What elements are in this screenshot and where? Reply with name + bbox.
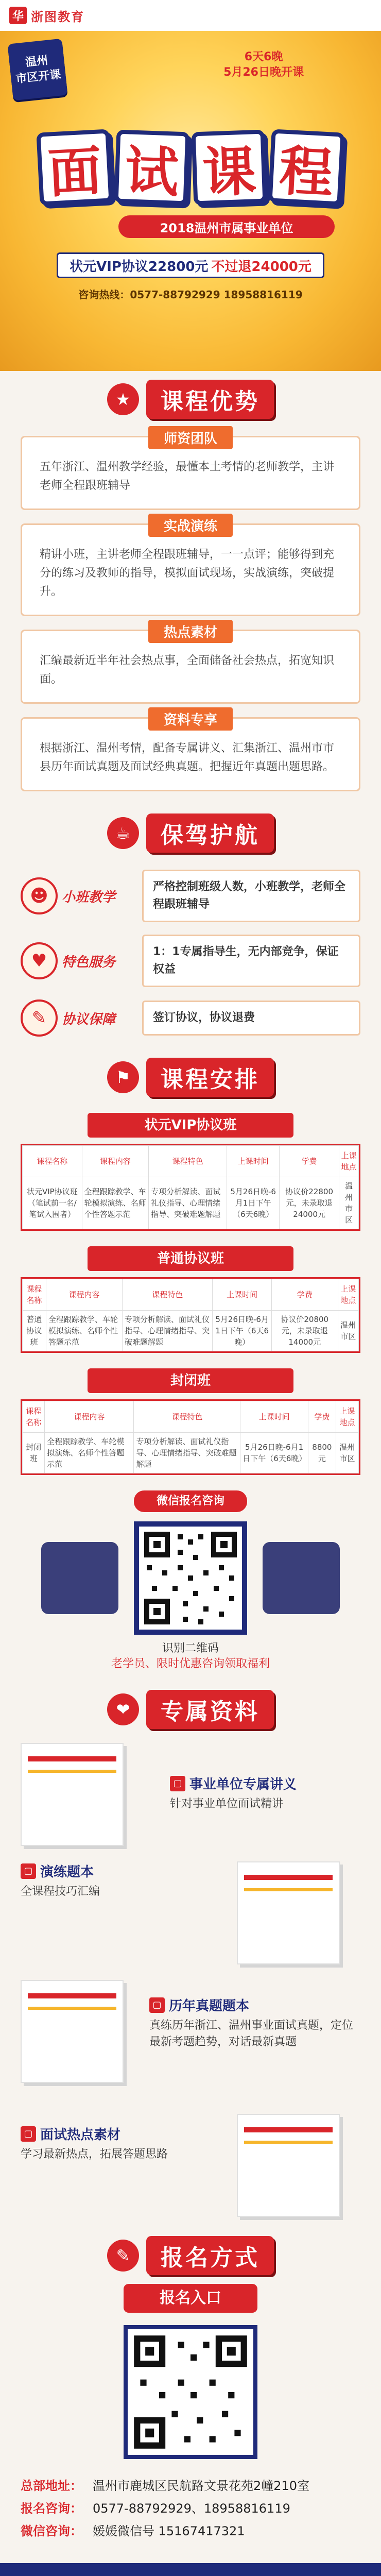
- brand-logo-icon: 华: [9, 7, 27, 24]
- protection-label: 特色服务: [62, 954, 116, 970]
- material-name: 历年真题题本: [169, 1998, 250, 2014]
- people-icon: ☻: [21, 877, 58, 914]
- qr-caption: [21, 1641, 360, 1672]
- section-title: 专属资料: [146, 1690, 274, 1729]
- table-header-cell: 学费: [308, 1401, 336, 1433]
- badge-icon: ⚑: [107, 1061, 139, 1093]
- table-header-cell: 课程内容: [46, 1279, 122, 1311]
- card-text: 精讲小班，主讲老师全程跟班辅导，一一点评；能够得到充分的练习及教师的指导，模拟面试现场，实战演练，突破提升。: [40, 548, 335, 598]
- wechat-qr-code[interactable]: [134, 1521, 247, 1635]
- table-cell: 全程跟踪教学、车轮模拟演练、名师个性答题示范: [45, 1433, 134, 1473]
- vip-price-banner: [57, 252, 324, 278]
- footer: [0, 2563, 381, 2576]
- ribbon-icon: ❤: [107, 1693, 139, 1725]
- section-title: 保驾护航: [146, 814, 274, 853]
- book-cover: [237, 1861, 340, 1964]
- table-header-cell: 课程特色: [134, 1401, 240, 1433]
- material-desc: 全课程技巧汇编: [21, 1885, 100, 1898]
- hero-title: [26, 129, 355, 206]
- phone-icon: [263, 1542, 340, 1614]
- handshake-icon: ✎: [21, 999, 58, 1037]
- contact-value[interactable]: 0577-88792929、18958816119: [93, 2501, 290, 2516]
- material-name: 面试热点素材: [40, 2127, 121, 2143]
- table-cell: 全程跟踪教学、车轮模拟演练、名师个性答题示范: [82, 1177, 149, 1229]
- protection-label: 协议保障: [62, 1011, 116, 1027]
- table-row: [23, 1433, 359, 1473]
- table-row: [23, 1311, 359, 1351]
- material-name: 事业单位专属讲义: [189, 1777, 297, 1792]
- table-header-cell: 学费: [279, 1146, 339, 1177]
- table-header-cell: 课程名称: [23, 1279, 46, 1311]
- course-dates: [223, 49, 304, 80]
- table-cell: 5月26日晚-6月1日下午（6天6晚）: [240, 1433, 308, 1473]
- advantage-card: [21, 431, 360, 510]
- card-tag: 资料专享: [148, 707, 233, 731]
- protection-label-group: [21, 877, 134, 914]
- table-header-cell: 上课时间: [213, 1279, 271, 1311]
- title-char: 课: [192, 130, 267, 206]
- protection-label-group: [21, 942, 134, 979]
- table-header-cell: 上课时间: [240, 1401, 308, 1433]
- protection-text: 签订协议，协议退费: [142, 1001, 360, 1036]
- table-cell: 8800元: [308, 1433, 336, 1473]
- course-section: [0, 1049, 381, 1475]
- table-header-cell: 学费: [271, 1279, 338, 1311]
- qr-caption-sub: 老学员、限时优惠咨询领取福利: [111, 1657, 270, 1670]
- course-table-title: 封闭班: [88, 1368, 293, 1393]
- badge-line-1: 温州: [25, 54, 49, 70]
- table-cell: 温州市区: [338, 1311, 358, 1351]
- section-title: 课程优势: [146, 380, 274, 419]
- signup-section: [0, 2227, 381, 2543]
- advantage-card: [21, 713, 360, 791]
- book-cover: [21, 1743, 124, 1846]
- title-char: 试: [114, 130, 190, 206]
- section-header: [0, 805, 381, 861]
- table-header-cell: 上课地点: [336, 1401, 358, 1433]
- table-cell: 温州市区: [336, 1433, 358, 1473]
- contact-value: 媛媛微信号 15167417321: [93, 2524, 245, 2538]
- table-cell: 协议价20800元，未录取退14000元: [271, 1311, 338, 1351]
- signup-qr-code[interactable]: [124, 2325, 257, 2459]
- qr-pattern: [128, 2329, 253, 2455]
- course-tables: [0, 1113, 381, 1475]
- brand-name: 浙图教育: [31, 9, 84, 24]
- book-icon: ★: [107, 383, 139, 415]
- material-desc: 针对事业单位面试精讲: [170, 1798, 284, 1810]
- document-icon: ▢: [149, 1997, 165, 2013]
- table-cell: 5月26日晚-6月1日下午（6天6晚）: [213, 1311, 271, 1351]
- contact-phone: [21, 2497, 360, 2520]
- protection-row: [21, 870, 360, 922]
- table-cell: 全程跟踪教学、车轮模拟演练、名师个性答题示范: [46, 1311, 122, 1351]
- materials-section: [0, 1681, 381, 2227]
- protection-text: 1：1专属指导生，无内部竞争，保证权益: [142, 935, 360, 987]
- dates-line-1: 6天6晚: [244, 50, 283, 63]
- protection-section: [0, 805, 381, 1037]
- course-table-title: 状元VIP协议班: [88, 1113, 293, 1138]
- city-badge: [8, 39, 68, 100]
- card-text: 五年浙江、温州教学经验，最懂本土考情的老师教学，主讲老师全程跟班辅导: [40, 461, 335, 492]
- table-cell: 封闭班: [23, 1433, 45, 1473]
- material-info: [170, 1774, 297, 1812]
- table-header-cell: 课程内容: [45, 1401, 134, 1433]
- material-name: 演练题本: [40, 1865, 94, 1880]
- contact-info: [21, 2475, 360, 2543]
- advantage-card: [21, 519, 360, 616]
- vip-refund: 不过退24000元: [211, 259, 311, 275]
- title-char: 面: [36, 129, 113, 206]
- dates-line-2: 5月26日晚开课: [223, 66, 304, 79]
- coffee-icon: ☕: [107, 817, 139, 849]
- book-cover: [237, 2114, 340, 2217]
- hero-subtitle: 2018温州市属事业单位: [118, 215, 335, 238]
- document-icon: ▢: [21, 2126, 36, 2142]
- table-header-cell: 上课时间: [227, 1146, 280, 1177]
- protection-label: 小班教学: [62, 889, 116, 905]
- hero-banner: [0, 0, 381, 371]
- table-header-cell: 课程名称: [23, 1146, 82, 1177]
- document-icon: ▢: [170, 1776, 185, 1791]
- table-header-cell: 上课地点: [339, 1146, 359, 1177]
- contact-key: 报名咨询：: [21, 2501, 82, 2516]
- contact-wechat: [21, 2520, 360, 2543]
- advantage-section: [0, 371, 381, 791]
- material-item: [21, 1975, 360, 2109]
- card-tag: 热点素材: [148, 620, 233, 643]
- material-info: [21, 1861, 100, 1900]
- card-tag: 师资团队: [148, 426, 233, 449]
- badge-line-2: 市区开课: [15, 68, 62, 86]
- table-header-cell: 课程特色: [123, 1279, 213, 1311]
- contact-value: 温州市鹿城区民航路文景花苑2幢210室: [93, 2479, 310, 2493]
- vip-price: 状元VIP协议22800元: [70, 259, 209, 275]
- contact-key: 总部地址：: [21, 2479, 82, 2493]
- heart-icon: ♥: [21, 942, 58, 979]
- card-tag: 实战演练: [148, 514, 233, 537]
- protection-label-group: [21, 999, 134, 1037]
- material-item: [21, 2109, 360, 2227]
- table-cell: 专项分析解读、面试礼仪指导、心理情绪指导、突破难题解题: [149, 1177, 227, 1229]
- material-info: [149, 1995, 355, 2050]
- table-row: [23, 1177, 359, 1229]
- document-icon: ▢: [21, 1863, 36, 1879]
- pen-icon: ✎: [107, 2240, 139, 2272]
- table-cell: 普通协议班: [23, 1311, 46, 1351]
- material-item: [21, 1856, 360, 1975]
- hotline: 咨询热线：0577-88792929 18958816119: [78, 289, 303, 301]
- qr-caption-main: 识别二维码: [162, 1642, 219, 1655]
- material-item: [21, 1738, 360, 1856]
- card-text: 根据浙江、温州考情，配备专属讲义、汇集浙江、温州市市县历年面试真题及面试经典真题。把握近年真题出题思路。: [40, 742, 335, 773]
- protection-row: [21, 935, 360, 987]
- top-bar: [0, 0, 381, 31]
- advantage-card: [21, 625, 360, 704]
- table-header-cell: 课程内容: [82, 1146, 149, 1177]
- qr-banner: 微信报名咨询: [134, 1490, 247, 1512]
- card-text: 汇编最新近半年社会热点事，全面储备社会热点，拓宽知识面。: [40, 654, 335, 686]
- section-title: 课程安排: [146, 1058, 274, 1097]
- contact-address: [21, 2475, 360, 2497]
- qr-pattern: [139, 1527, 242, 1630]
- table-cell: 5月26日晚-6月1日下午（6天6晚）: [227, 1177, 280, 1229]
- course-table: [21, 1399, 360, 1475]
- material-desc: 学习最新热点，拓展答题思路: [21, 2148, 168, 2161]
- course-table: [21, 1277, 360, 1353]
- table-cell: 状元VIP协议班（笔试前一名/笔试入围者）: [23, 1177, 82, 1229]
- table-cell: 专项分析解读、面试礼仪指导、心理情绪指导、突破难题解题: [134, 1433, 240, 1473]
- section-header: [0, 1681, 381, 1738]
- table-cell: 协议价22800元，未录取退24000元: [279, 1177, 339, 1229]
- section-header: [0, 1049, 381, 1106]
- phone-icon: [41, 1542, 118, 1614]
- table-cell: 温州市区: [339, 1177, 359, 1229]
- section-header: [0, 2227, 381, 2284]
- material-info: [21, 2124, 216, 2163]
- table-header-cell: 课程特色: [149, 1146, 227, 1177]
- table-header-cell: 课程名称: [23, 1401, 45, 1433]
- course-table: [21, 1144, 360, 1231]
- signup-entry-button[interactable]: 报名入口: [124, 2284, 257, 2313]
- table-header-cell: 上课地点: [338, 1279, 358, 1311]
- section-header: [0, 371, 381, 428]
- section-title: 报名方式: [146, 2236, 274, 2275]
- title-char: 程: [268, 129, 344, 206]
- book-cover: [21, 1980, 124, 2083]
- protection-row: [21, 999, 360, 1037]
- contact-key: 微信咨询：: [21, 2524, 82, 2538]
- table-cell: 专项分析解读、面试礼仪指导、心理情绪指导、突破难题解题: [123, 1311, 213, 1351]
- qr-consult: [21, 1490, 360, 1676]
- protection-text: 严格控制班级人数，小班教学，老师全程跟班辅导: [142, 870, 360, 922]
- material-desc: 真练历年浙江、温州事业面试真题，定位最新考题趋势，对话最新真题: [149, 2019, 354, 2048]
- course-table-title: 普通协议班: [88, 1246, 293, 1271]
